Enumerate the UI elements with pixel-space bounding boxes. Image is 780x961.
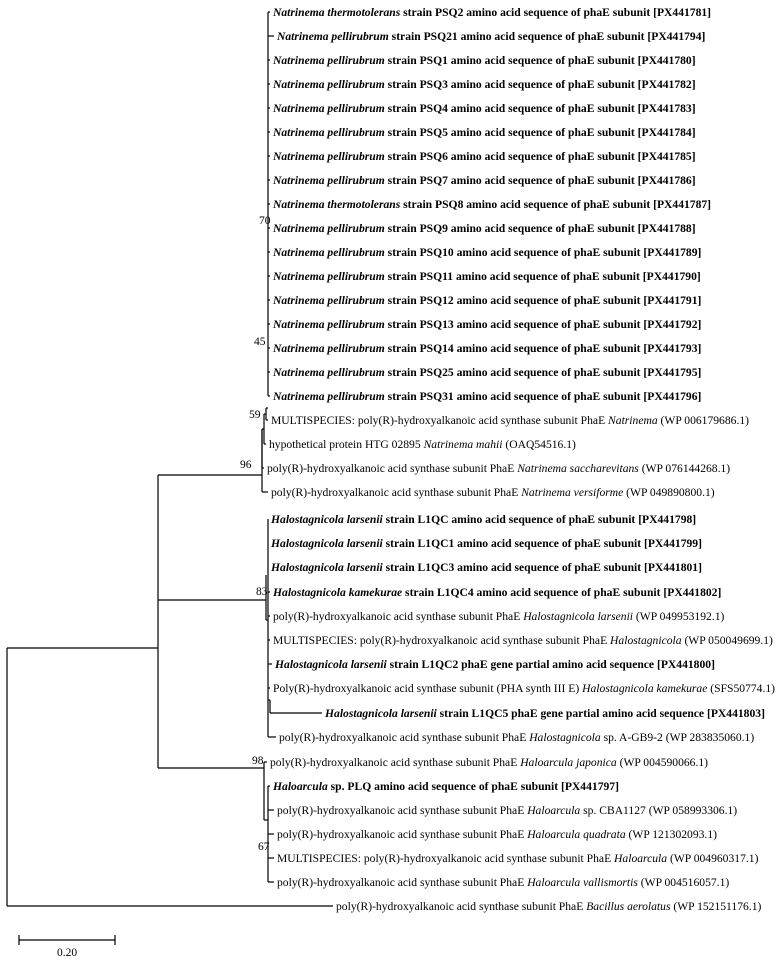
leaf-label-l1qc1: Halostagnicola larsenii strain L1QC1 amino acid sequence of phaE subunit [PX441799] [271,537,702,550]
leaf-label-harc-quad: poly(R)-hydroxyalkanoic acid synthase subunit PhaE Haloarcula quadrata (WP 121302093.1) [277,828,717,841]
leaf-label-psq8: Natrinema thermotolerans strain PSQ8 amino acid sequence of phaE subunit [PX441787] [273,198,712,211]
leaf-label-l1qc5: Halostagnicola larsenii strain L1QC5 phaE gene partial amino acid sequence [PX441803] [325,707,765,720]
leaf-label-bacillus: poly(R)-hydroxyalkanoic acid synthase subunit PhaE Bacillus aerolatus (WP 152151176.1) [336,900,762,913]
leaf-label-psq5: Natrinema pellirubrum strain PSQ5 amino acid sequence of phaE subunit [PX441784] [273,126,696,139]
bootstrap-label: 59 [249,409,261,421]
leaf-label-psq14: Natrinema pellirubrum strain PSQ14 amino acid sequence of phaE subunit [PX441793] [273,342,702,355]
leaf-label-halo-kame: Poly(R)-hydroxyalkanoic acid synthase subunit (PHA synth III E) Halostagnicola kamekurae (SFS50774.1) [273,682,776,695]
leaf-label-psq13: Natrinema pellirubrum strain PSQ13 amino acid sequence of phaE subunit [PX441792] [273,318,702,331]
leaf-label-psq2: Natrinema thermotolerans strain PSQ2 amino acid sequence of phaE subunit [PX441781] [273,6,712,19]
leaf-labels [267,6,775,913]
leaf-label-natr-sacch: poly(R)-hydroxyalkanoic acid synthase subunit PhaE Natrinema saccharevitans (WP 076144268.1) [267,462,731,475]
leaf-label-halo-multi: MULTISPECIES: poly(R)-hydroxyalkanoic acid synthase subunit PhaE Halostagnicola (WP 050049699.1) [273,634,773,647]
leaf-label-psq21: Natrinema pellirubrum strain PSQ21 amino acid sequence of phaE subunit [PX441794] [277,30,706,43]
leaf-label-psq11: Natrinema pellirubrum strain PSQ11 amino acid sequence of phaE subunit [PX441790] [273,270,701,283]
leaf-label-harc-vall: poly(R)-hydroxyalkanoic acid synthase subunit PhaE Haloarcula vallismortis (WP 004516057.1) [277,876,730,889]
bootstrap-label: 67 [258,841,270,853]
leaf-label-psq7: Natrinema pellirubrum strain PSQ7 amino acid sequence of phaE subunit [PX441786] [273,174,696,187]
leaf-label-plq: Haloarcula sp. PLQ amino acid sequence of phaE subunit [PX441797] [273,780,619,793]
leaf-label-psq4: Natrinema pellirubrum strain PSQ4 amino acid sequence of phaE subunit [PX441783] [273,102,696,115]
tree-branches [7,12,333,906]
leaf-label-halo-agb: poly(R)-hydroxyalkanoic acid synthase subunit PhaE Halostagnicola sp. A-GB9-2 (WP 283835060.1) [279,731,755,744]
leaf-label-natr-versi: poly(R)-hydroxyalkanoic acid synthase subunit PhaE Natrinema versiforme (WP 049890800.1) [271,486,715,499]
leaf-label-natr-multi: MULTISPECIES: poly(R)-hydroxyalkanoic acid synthase subunit PhaE Natrinema (WP 006179686.1) [271,414,750,427]
leaf-label-psq10: Natrinema pellirubrum strain PSQ10 amino acid sequence of phaE subunit [PX441789] [273,246,702,259]
bootstrap-labels [240,215,271,853]
leaf-label-psq12: Natrinema pellirubrum strain PSQ12 amino acid sequence of phaE subunit [PX441791] [273,294,702,307]
leaf-label-psq31: Natrinema pellirubrum strain PSQ31 amino acid sequence of phaE subunit [PX441796] [273,390,702,403]
leaf-label-l1qc3: Halostagnicola larsenii strain L1QC3 amino acid sequence of phaE subunit [PX441801] [271,561,702,574]
bootstrap-label: 96 [240,459,252,471]
scale-bar [19,935,115,959]
leaf-label-psq3: Natrinema pellirubrum strain PSQ3 amino acid sequence of phaE subunit [PX441782] [273,78,696,91]
leaf-label-l1qc: Halostagnicola larsenii strain L1QC amino acid sequence of phaE subunit [PX441798] [271,513,697,526]
bootstrap-label: 45 [254,336,266,348]
leaf-label-l1qc4: Halostagnicola kamekurae strain L1QC4 amino acid sequence of phaE subunit [PX441802] [273,586,722,599]
leaf-label-harc-jap: poly(R)-hydroxyalkanoic acid synthase subunit PhaE Haloarcula japonica (WP 004590066.1) [270,756,709,769]
leaf-label-l1qc2: Halostagnicola larsenii strain L1QC2 phaE gene partial amino acid sequence [PX441800] [275,658,715,671]
leaf-label-harc-cba: poly(R)-hydroxyalkanoic acid synthase subunit PhaE Haloarcula sp. CBA1127 (WP 058993306.1) [277,804,738,817]
leaf-label-halo-lars: poly(R)-hydroxyalkanoic acid synthase subunit PhaE Halostagnicola larsenii (WP 049953192.1) [273,610,725,623]
bootstrap-label: 83 [256,586,268,598]
leaf-label-psq9: Natrinema pellirubrum strain PSQ9 amino acid sequence of phaE subunit [PX441788] [273,222,696,235]
leaf-label-psq1: Natrinema pellirubrum strain PSQ1 amino acid sequence of phaE subunit [PX441780] [273,54,696,67]
scale-bar-label: 0.20 [56,947,78,959]
bootstrap-label: 70 [259,215,271,227]
leaf-label-psq25: Natrinema pellirubrum strain PSQ25 amino acid sequence of phaE subunit [PX441795] [273,366,702,379]
leaf-label-harc-multi: MULTISPECIES: poly(R)-hydroxyalkanoic acid synthase subunit PhaE Haloarcula (WP 004960317.1) [277,852,759,865]
bootstrap-label: 98 [252,755,264,767]
leaf-label-natr-mahii: hypothetical protein HTG 02895 Natrinema mahii (OAQ54516.1) [269,438,576,451]
leaf-label-psq6: Natrinema pellirubrum strain PSQ6 amino acid sequence of phaE subunit [PX441785] [273,150,696,163]
